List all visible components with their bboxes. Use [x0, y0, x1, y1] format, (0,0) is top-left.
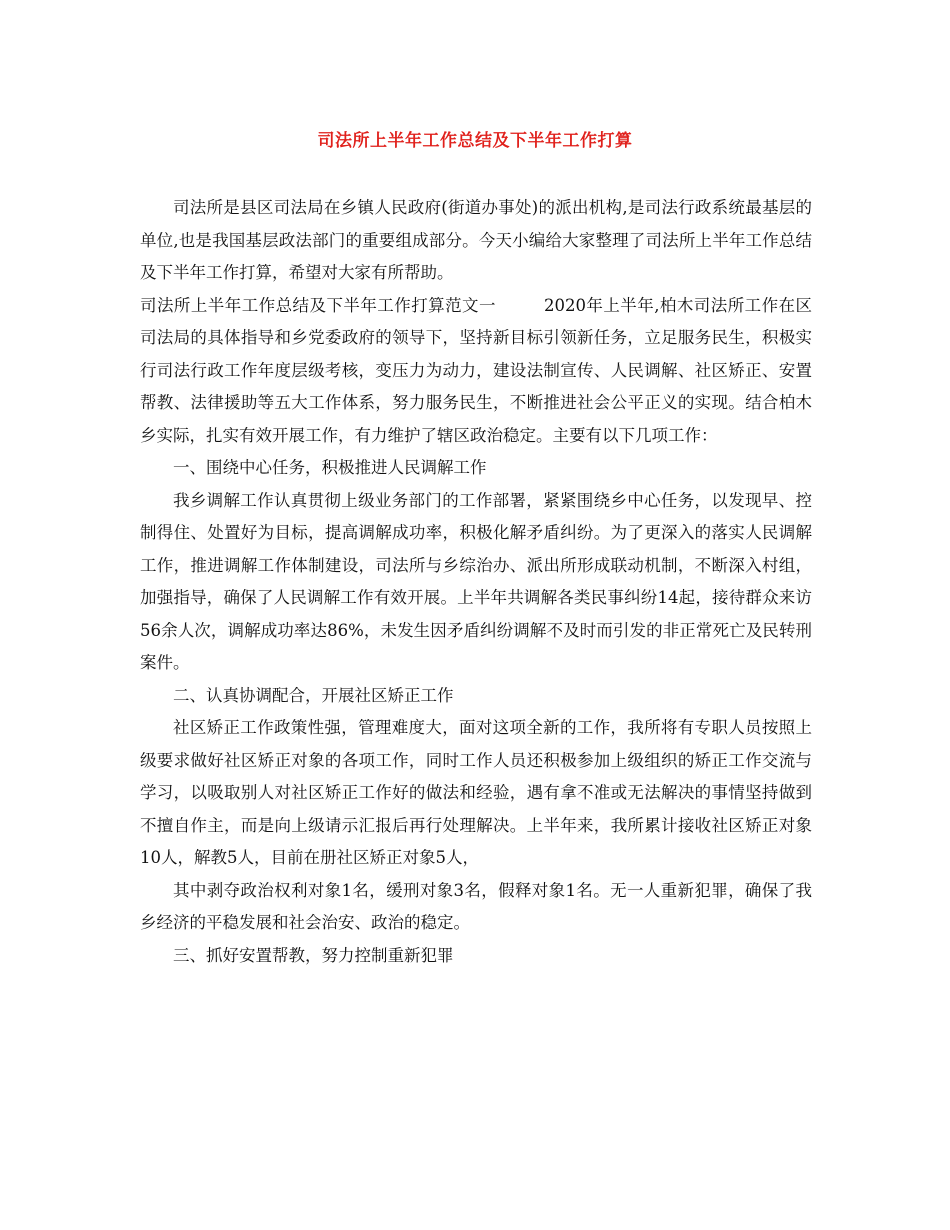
heading-three: 三、抓好安置帮教，努力控制重新犯罪	[173, 945, 454, 965]
section-heading: 司法所上半年工作总结及下半年工作打算范文一	[140, 295, 496, 315]
correction-detail-paragraph: 其中剥夺政治权利对象1名，缓刑对象3名，假释对象1名。无一人重新犯罪，确保了我乡经济的平稳发展和社会治安、政治的稳定。	[140, 880, 812, 932]
section-lead: 2020年上半年,柏木司法所工作在区司法局的具体指导和乡党委政府的领导下，坚持新目标引领新任务，立足服务民生，积极实行司法行政工作年度层级考核，变压力为动力，建设法制宣传、人民调解、社区矫正、安置帮教、法律援助等五大工作体系，努力服务民生，不断推进社会公平正义的实现。结合柏木乡实际，扎实有效开展工作，有力维护了辖区政治稳定。主要有以下几项工作：	[140, 295, 812, 445]
heading-two: 二、认真协调配合，开展社区矫正工作	[173, 685, 454, 705]
correction-paragraph: 社区矫正工作政策性强，管理难度大，面对这项全新的工作，我所将有专职人员按照上级要求做好社区矫正对象的各项工作，同时工作人员还积极参加上级组织的矫正工作交流与学习，以吸取别人对社区矫正工作好的做法和经验，遇有拿不准或无法解决的事情坚持做到不擅自作主，而是向上级请示汇报后再行处理解决。上半年来，我所累计接收社区矫正对象10人，解教5人，目前在册社区矫正对象5人，	[140, 718, 812, 867]
document-body	[140, 192, 812, 972]
section-heading-paragraph	[140, 290, 812, 453]
heading-one: 一、围绕中心任务，积极推进人民调解工作	[173, 458, 487, 477]
document-title: 司法所上半年工作总结及下半年工作打算	[317, 131, 633, 151]
intro-paragraph: 司法所是县区司法局在乡镇人民政府(街道办事处)的派出机构,是司法行政系统最基层的单位,也是我国基层政法部门的重要组成部分。今天小编给大家整理了司法所上半年工作总结及下半年工作打算，希望对大家有所帮助。	[140, 198, 812, 282]
mediation-paragraph: 我乡调解工作认真贯彻上级业务部门的工作部署，紧紧围绕乡中心任务，以发现早、控制得住、处置好为目标，提高调解成功率，积极化解矛盾纠纷。为了更深入的落实人民调解工作，推进调解工作体制建设，司法所与乡综治办、派出所形成联动机制，不断深入村组，加强指导，确保了人民调解工作有效开展。上半年共调解各类民事纠纷14起，接待群众来访56余人次，调解成功率达86%，未发生因矛盾纠纷调解不及时而引发的非正常死亡及民转刑案件。	[140, 490, 812, 672]
